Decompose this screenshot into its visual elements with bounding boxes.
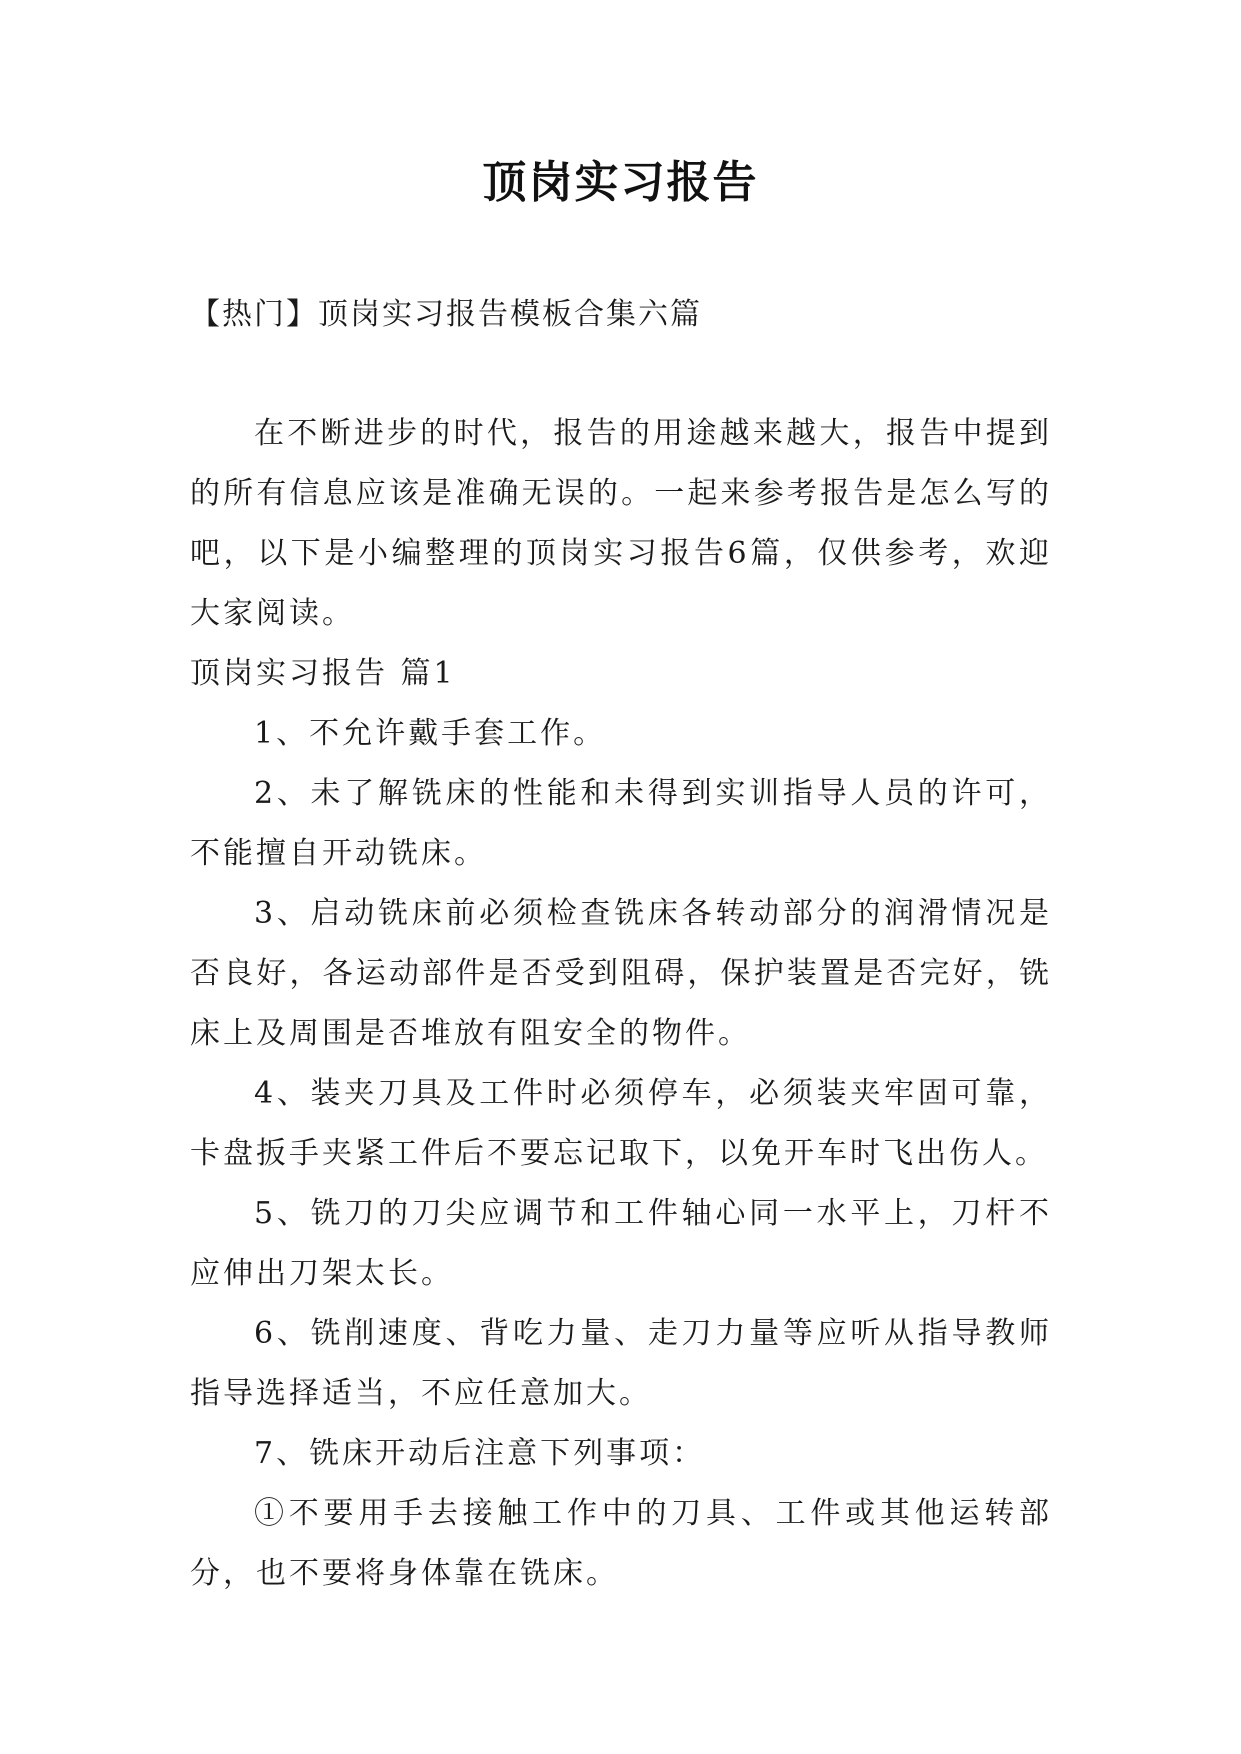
paragraph-intro: 在不断进步的时代，报告的用途越来越大，报告中提到的所有信息应该是准确无误的。一起来参考报告是怎么写的吧，以下是小编整理的顶岗实习报告6篇，仅供参考，欢迎大家阅读。 bbox=[190, 416, 1052, 631]
document-subtitle: 【热门】顶岗实习报告模板合集六篇 bbox=[190, 297, 702, 332]
paragraph-item-5: 5、铣刀的刀尖应调节和工件轴心同一水平上，刀杆不应伸出刀架太长。 bbox=[190, 1196, 1052, 1291]
page-title: 顶岗实习报告 bbox=[482, 157, 759, 208]
paragraph-item-7: 7、铣床开动后注意下列事项： bbox=[254, 1436, 706, 1471]
paragraph-item-1: 1、不允许戴手套工作。 bbox=[254, 716, 607, 751]
paragraph-item-4: 4、装夹刀具及工件时必须停车，必须装夹牢固可靠，卡盘扳手夹紧工件后不要忘记取下，以免开车时飞出伤人。 bbox=[190, 1076, 1052, 1171]
paragraph-item-2: 2、未了解铣床的性能和未得到实训指导人员的许可，不能擅自开动铣床。 bbox=[190, 776, 1052, 871]
paragraph-item-3: 3、启动铣床前必须检查铣床各转动部分的润滑情况是否良好，各运动部件是否受到阻碍，保护装置是否完好，铣床上及周围是否堆放有阻安全的物件。 bbox=[190, 896, 1052, 1051]
document-body bbox=[190, 404, 1052, 1604]
section-heading: 顶岗实习报告 篇1 bbox=[190, 656, 456, 691]
paragraph-subitem-1: ①不要用手去接触工作中的刀具、工件或其他运转部分，也不要将身体靠在铣床。 bbox=[190, 1496, 1052, 1591]
paragraph-item-6: 6、铣削速度、背吃力量、走刀力量等应听从指导教师指导选择适当，不应任意加大。 bbox=[190, 1316, 1052, 1411]
